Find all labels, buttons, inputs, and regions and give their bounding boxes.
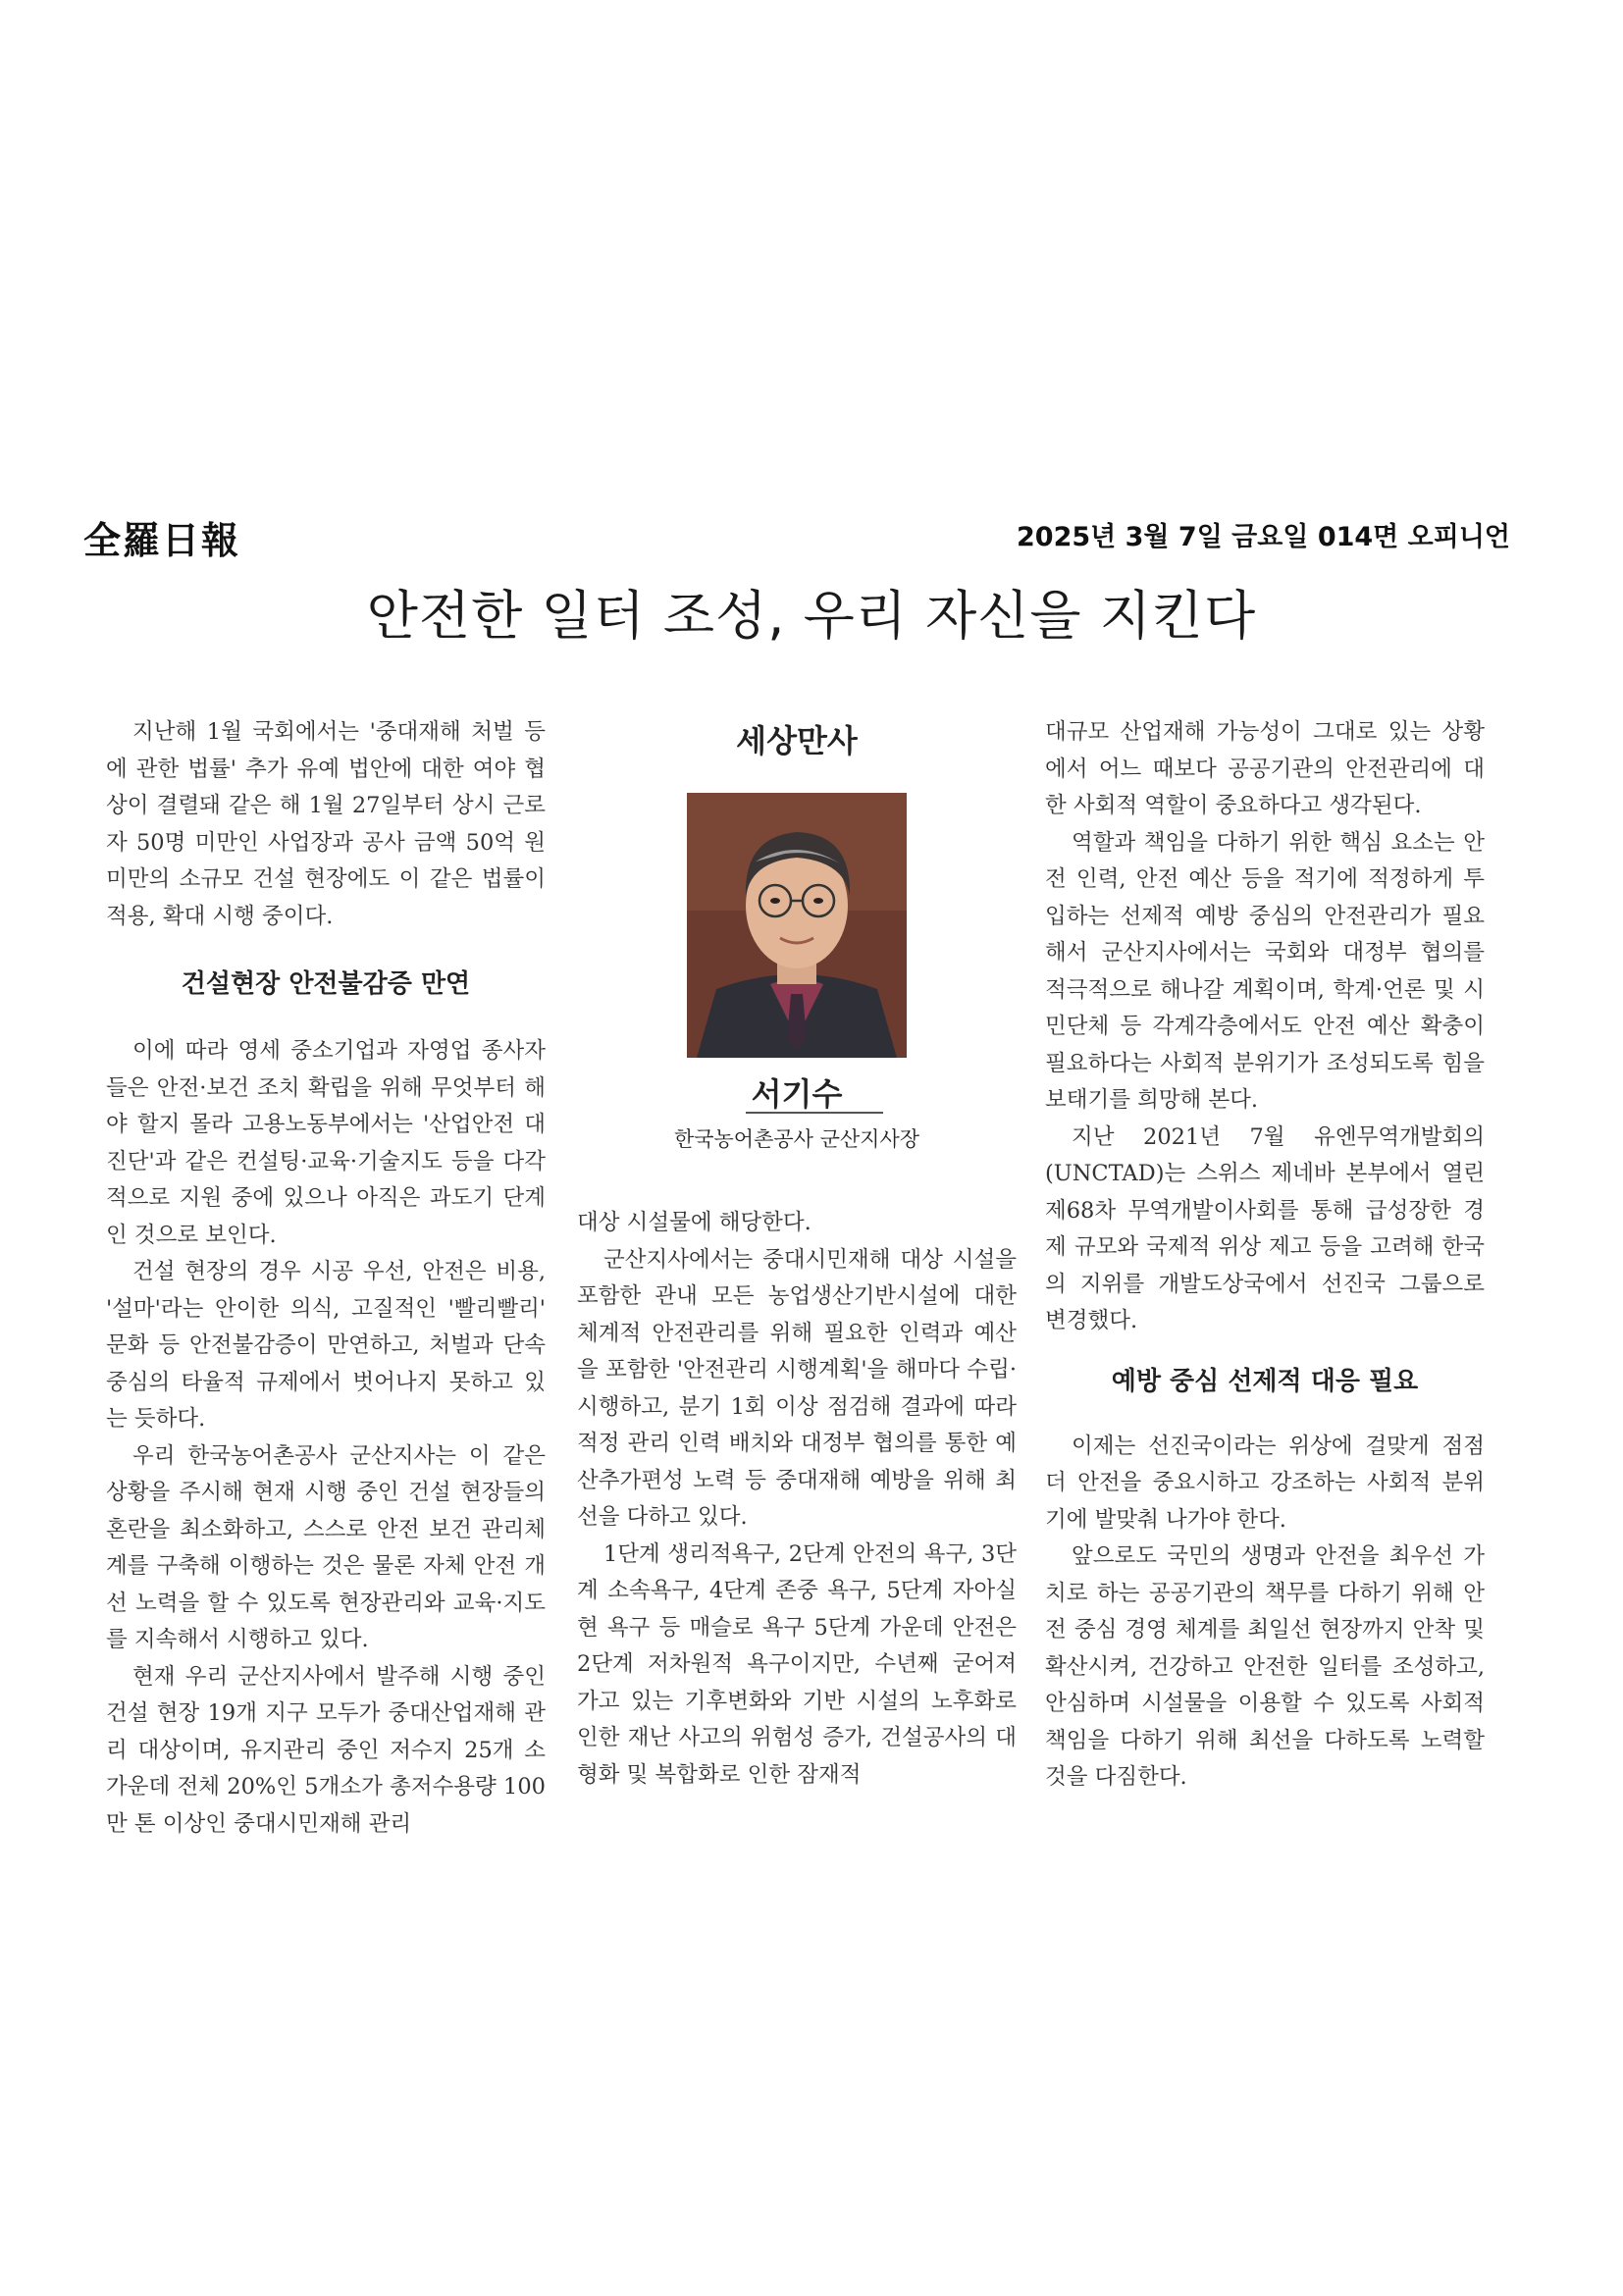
section-subhead: 건설현장 안전불감증 만연 [181,969,471,999]
article-paragraph: 지난 2021년 7월 유엔무역개발회의(UNCTAD)는 스위스 제네바 본부에서 열린 제68차 무역개발이사회를 통해 급성장한 경제 규모와 국제적 위상 제고 등을 고려해 한국의 지위를 개발도상국에서 선진국 그룹으로 변경했다. [1045,1123,1485,1333]
article-column-2 [577,1205,1017,1794]
article-paragraph: 지난해 1월 국회에서는 '중대재해 처벌 등에 관한 법률' 추가 유예 법안에 대한 여야 협상이 결렬돼 같은 해 1월 27일부터 상시 근로자 50명 미만인 사업장과 공사 금액 50억 원 미만의 소규모 건설 현장에도 이 같은 법률이 적용, 확대 시행 중이다. [106,719,546,929]
series-title: 세상만사 [736,722,858,759]
dateline: 2025년 3월 7일 금요일 014면 오피니언 [1017,522,1510,552]
article-paragraph: 현재 우리 군산지사에서 발주해 시행 중인 건설 현장 19개 지구 모두가 중대산업재해 관리 대상이며, 유지관리 중인 저수지 25개 소 가운데 전체 20%인 5개소가 총저수용량 100만 톤 이상인 중대시민재해 관리 [106,1663,546,1837]
article-paragraph: 앞으로도 국민의 생명과 안전을 최우선 가치로 하는 공공기관의 책무를 다하기 위해 안전 중심 경영 체계를 최일선 현장까지 안착 및 확산시켜, 건강하고 안전한 일터를 조성하고, 안심하며 시설물을 이용할 수 있도록 사회적 책임을 다하기 위해 최선을 다하도록 노력할 것을 다짐한다. [1045,1543,1485,1790]
article-paragraph: 1단계 생리적욕구, 2단계 안전의 욕구, 3단계 소속욕구, 4단계 존중 욕구, 5단계 자아실현 욕구 등 매슬로 욕구 5단계 가운데 안전은 2단계 저차원적 욕구이지만, 수년째 굳어져 가고 있는 기후변화와 기반 시설의 노후화로 인한 재난 사고의 위험성 증가, 건설공사의 대형화 및 복합화로 인한 잠재적 [577,1540,1017,1788]
article-paragraph: 이제는 선진국이라는 위상에 걸맞게 점점 더 안전을 중요시하고 강조하는 사회적 분위기에 발맞춰 나가야 한다. [1045,1433,1485,1533]
author-portrait [687,793,907,1058]
article-paragraph: 이에 따라 영세 중소기업과 자영업 종사자들은 안전·보건 조치 확립을 위해 무엇부터 해야 할지 몰라 고용노동부에서는 '산업안전 대진단'과 같은 컨설팅·교육·기술지도 등을 다각적으로 지원 중에 있으나 아직은 과도기 단계인 것으로 보인다. [106,1038,546,1248]
newspaper-masthead: 全羅日報 [83,519,241,562]
author-divider [746,1112,883,1114]
author-name: 서기수 [751,1075,843,1113]
article-paragraph: 역할과 책임을 다하기 위한 핵심 요소는 안전 인력, 안전 예산 등을 적기에 적정하게 투입하는 선제적 예방 중심의 안전관리가 필요해서 군산지사에서는 국회와 대정부 협의를 적극적으로 해나갈 계획이며, 학계·언론 및 시민단체 등 각계각층에서도 안전 예산 확충이 필요하다는 사회적 분위기가 조성되도록 힘을 보태기를 희망해 본다. [1045,829,1485,1113]
article-paragraph: 대규모 산업재해 가능성이 그대로 있는 상황에서 어느 때보다 공공기관의 안전관리에 대한 사회적 역할이 중요하다고 생각된다. [1045,719,1485,818]
author-title: 한국농어촌공사 군산지사장 [673,1127,920,1151]
article-paragraph: 대상 시설물에 해당한다. [577,1210,812,1235]
article-column-1 [106,714,546,1843]
article-paragraph: 우리 한국농어촌공사 군산지사는 이 같은 상황을 주시해 현재 시행 중인 건설 현장들의 혼란을 최소화하고, 스스로 안전 보건 관리체계를 구축해 이행하는 것은 물론 자체 안전 개선 노력을 할 수 있도록 현장관리와 교육·지도를 지속해서 시행하고 있다. [106,1442,546,1652]
article-paragraph: 건설 현장의 경우 시공 우선, 안전은 비용, '설마'라는 안이한 의식, 고질적인 '빨리빨리' 문화 등 안전불감증이 만연하고, 처벌과 단속 중심의 타율적 규제에서 벗어나지 못하고 있는 듯하다. [106,1259,546,1432]
article-paragraph: 군산지사에서는 중대시민재해 대상 시설을 포함한 관내 모든 농업생산기반시설에 대한 체계적 안전관리를 위해 필요한 인력과 예산을 포함한 '안전관리 시행계획'을 해마다 수립·시행하고, 분기 1회 이상 점검해 결과에 따라 적정 관리 인력 배치와 대정부 협의를 통한 예산추가편성 노력 등 중대재해 예방을 위해 최선을 다하고 있다. [577,1246,1017,1530]
article-headline: 안전한 일터 조성, 우리 자신을 지킨다 [366,585,1257,647]
article-column-3 [1045,714,1485,1797]
section-subhead: 예방 중심 선제적 대응 필요 [1111,1366,1419,1396]
